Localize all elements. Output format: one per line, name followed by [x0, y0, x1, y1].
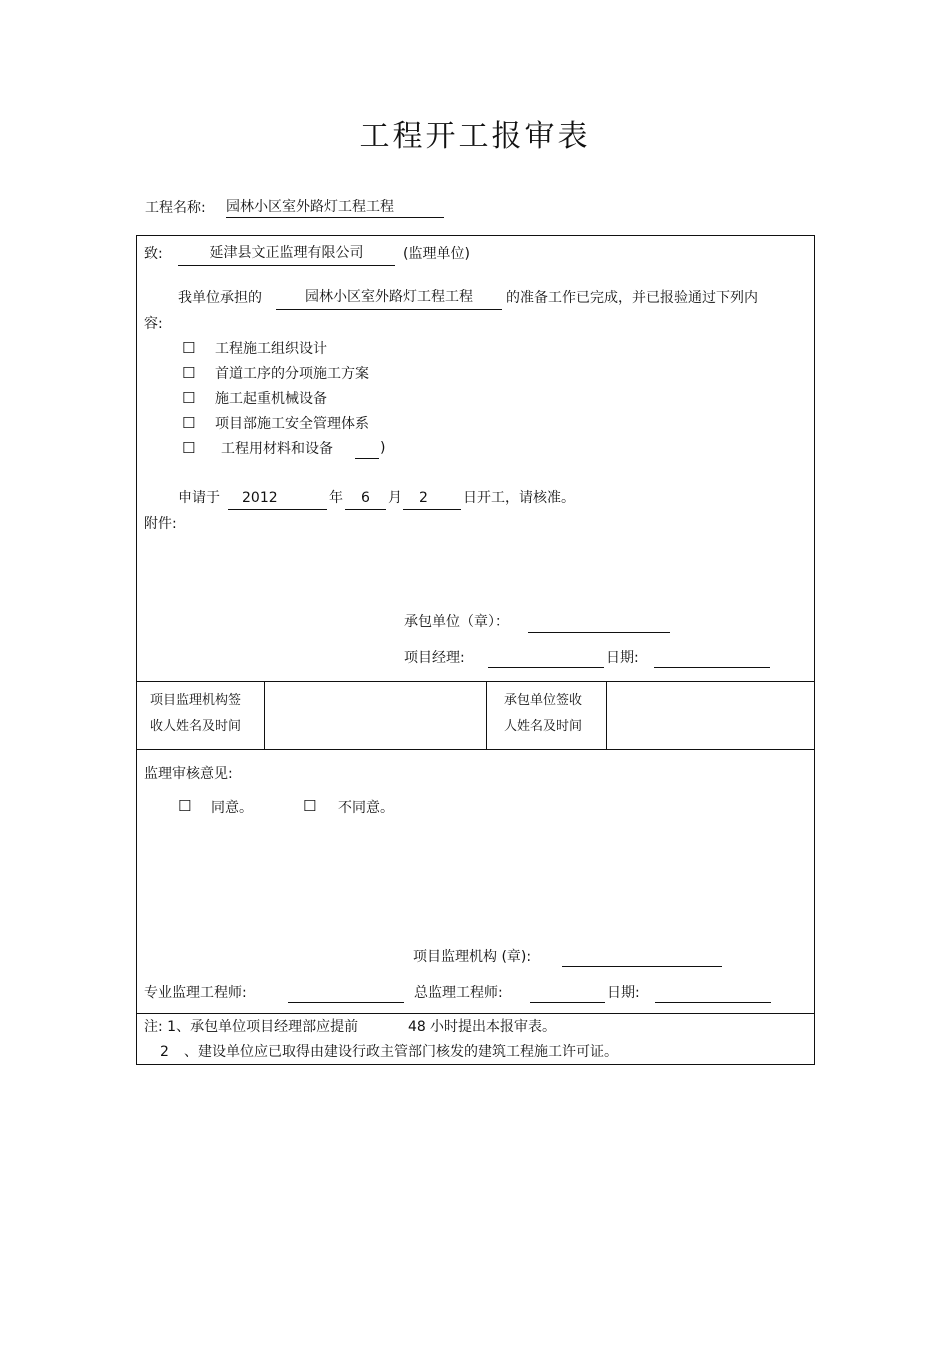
review-date-label: 日期:: [607, 985, 640, 1001]
project-name-value: 园林小区室外路灯工程工程: [226, 199, 394, 215]
supervisor-receipt-label: 项目监理机构签: [150, 693, 242, 708]
contractor-receipt-label: 人姓名及时间: [504, 719, 583, 734]
checkbox-icon[interactable]: ☐: [182, 339, 196, 357]
apply-prefix: 申请于: [178, 490, 220, 506]
checklist-item: 工程施工组织设计: [215, 341, 327, 357]
note-2-number: 2: [160, 1044, 169, 1060]
manager-date-label: 日期:: [606, 650, 639, 666]
attachment-label: 附件:: [144, 516, 177, 532]
checklist-item: 项目部施工安全管理体系: [215, 416, 369, 432]
col-divider: [264, 681, 265, 749]
manager-date-field[interactable]: [654, 650, 770, 668]
statement-cont: 容:: [144, 316, 163, 332]
statement-project-value: 园林小区室外路灯工程工程: [305, 289, 473, 305]
supervisor-receipt-label: 收人姓名及时间: [150, 719, 242, 734]
engineer-field[interactable]: [288, 985, 404, 1003]
row-divider: [136, 681, 815, 682]
note-1-suffix: 小时提出本报审表。: [430, 1019, 556, 1035]
contractor-seal-field[interactable]: [528, 615, 670, 633]
chief-engineer-label: 总监理工程师:: [414, 985, 503, 1001]
apply-month-field: [345, 491, 386, 510]
supervisor-unit-value: 延津县文正监理有限公司: [209, 245, 364, 261]
checklist-item: 工程用材料和设备: [221, 441, 333, 457]
checkbox-icon[interactable]: ☐: [182, 439, 196, 457]
statement-prefix: 我单位承担的: [178, 290, 262, 306]
checkbox-icon[interactable]: ☐: [182, 414, 196, 432]
project-manager-field[interactable]: [488, 650, 604, 668]
col-divider: [606, 681, 607, 749]
checkbox-icon[interactable]: ☐: [303, 797, 317, 815]
to-label: 致:: [144, 246, 163, 262]
engineer-label: 专业监理工程师:: [144, 985, 247, 1001]
project-name-label: 工程名称:: [145, 200, 206, 216]
project-manager-label: 项目经理:: [404, 650, 465, 666]
apply-year-unit: 年: [329, 490, 343, 506]
apply-month-value: 6: [361, 490, 370, 506]
statement-project-field: [276, 290, 502, 310]
row-divider: [136, 1013, 815, 1014]
note-2-text: 、建设单位应已取得由建设行政主管部门核发的建筑工程施工许可证。: [184, 1044, 618, 1060]
apply-month-unit: 月: [388, 490, 402, 506]
disagree-label: 不同意。: [338, 800, 394, 816]
statement-suffix: 的准备工作已完成，并已报验通过下列内: [506, 290, 758, 306]
apply-day-field: [403, 491, 461, 510]
chief-engineer-field[interactable]: [530, 985, 605, 1003]
review-label: 监理审核意见:: [144, 766, 233, 782]
note-1-hours: 48: [408, 1019, 426, 1035]
checklist-item: 施工起重机械设备: [215, 391, 327, 407]
apply-suffix: 日开工，请核准。: [463, 490, 575, 506]
checkbox-icon[interactable]: ☐: [182, 364, 196, 382]
apply-day-value: 2: [419, 490, 428, 506]
supervisor-unit-field: [178, 246, 395, 266]
project-name-field: [226, 200, 444, 218]
contractor-receipt-label: 承包单位签收: [504, 693, 583, 708]
supervisor-seal-field[interactable]: [562, 949, 722, 967]
review-date-field[interactable]: [655, 985, 771, 1003]
page-title: 工程开工报审表: [359, 119, 591, 154]
supervisor-unit-suffix: (监理单位): [403, 246, 470, 262]
apply-year-value: 2012: [242, 490, 278, 506]
checklist-item: 首道工序的分项施工方案: [215, 366, 369, 382]
apply-year-field: [228, 491, 327, 510]
checkbox-icon[interactable]: ☐: [182, 389, 196, 407]
note-1-prefix: 注: 1、承包单位项目经理部应提前: [144, 1019, 359, 1035]
checklist-close-paren: ): [380, 440, 386, 456]
agree-label: 同意。: [211, 800, 253, 816]
row-divider: [136, 749, 815, 750]
col-divider: [486, 681, 487, 749]
supervisor-seal-label: 项目监理机构 (章):: [413, 949, 532, 965]
checklist-blank: [355, 442, 379, 459]
checkbox-icon[interactable]: ☐: [178, 797, 192, 815]
contractor-seal-label: 承包单位（章）：: [404, 614, 509, 630]
